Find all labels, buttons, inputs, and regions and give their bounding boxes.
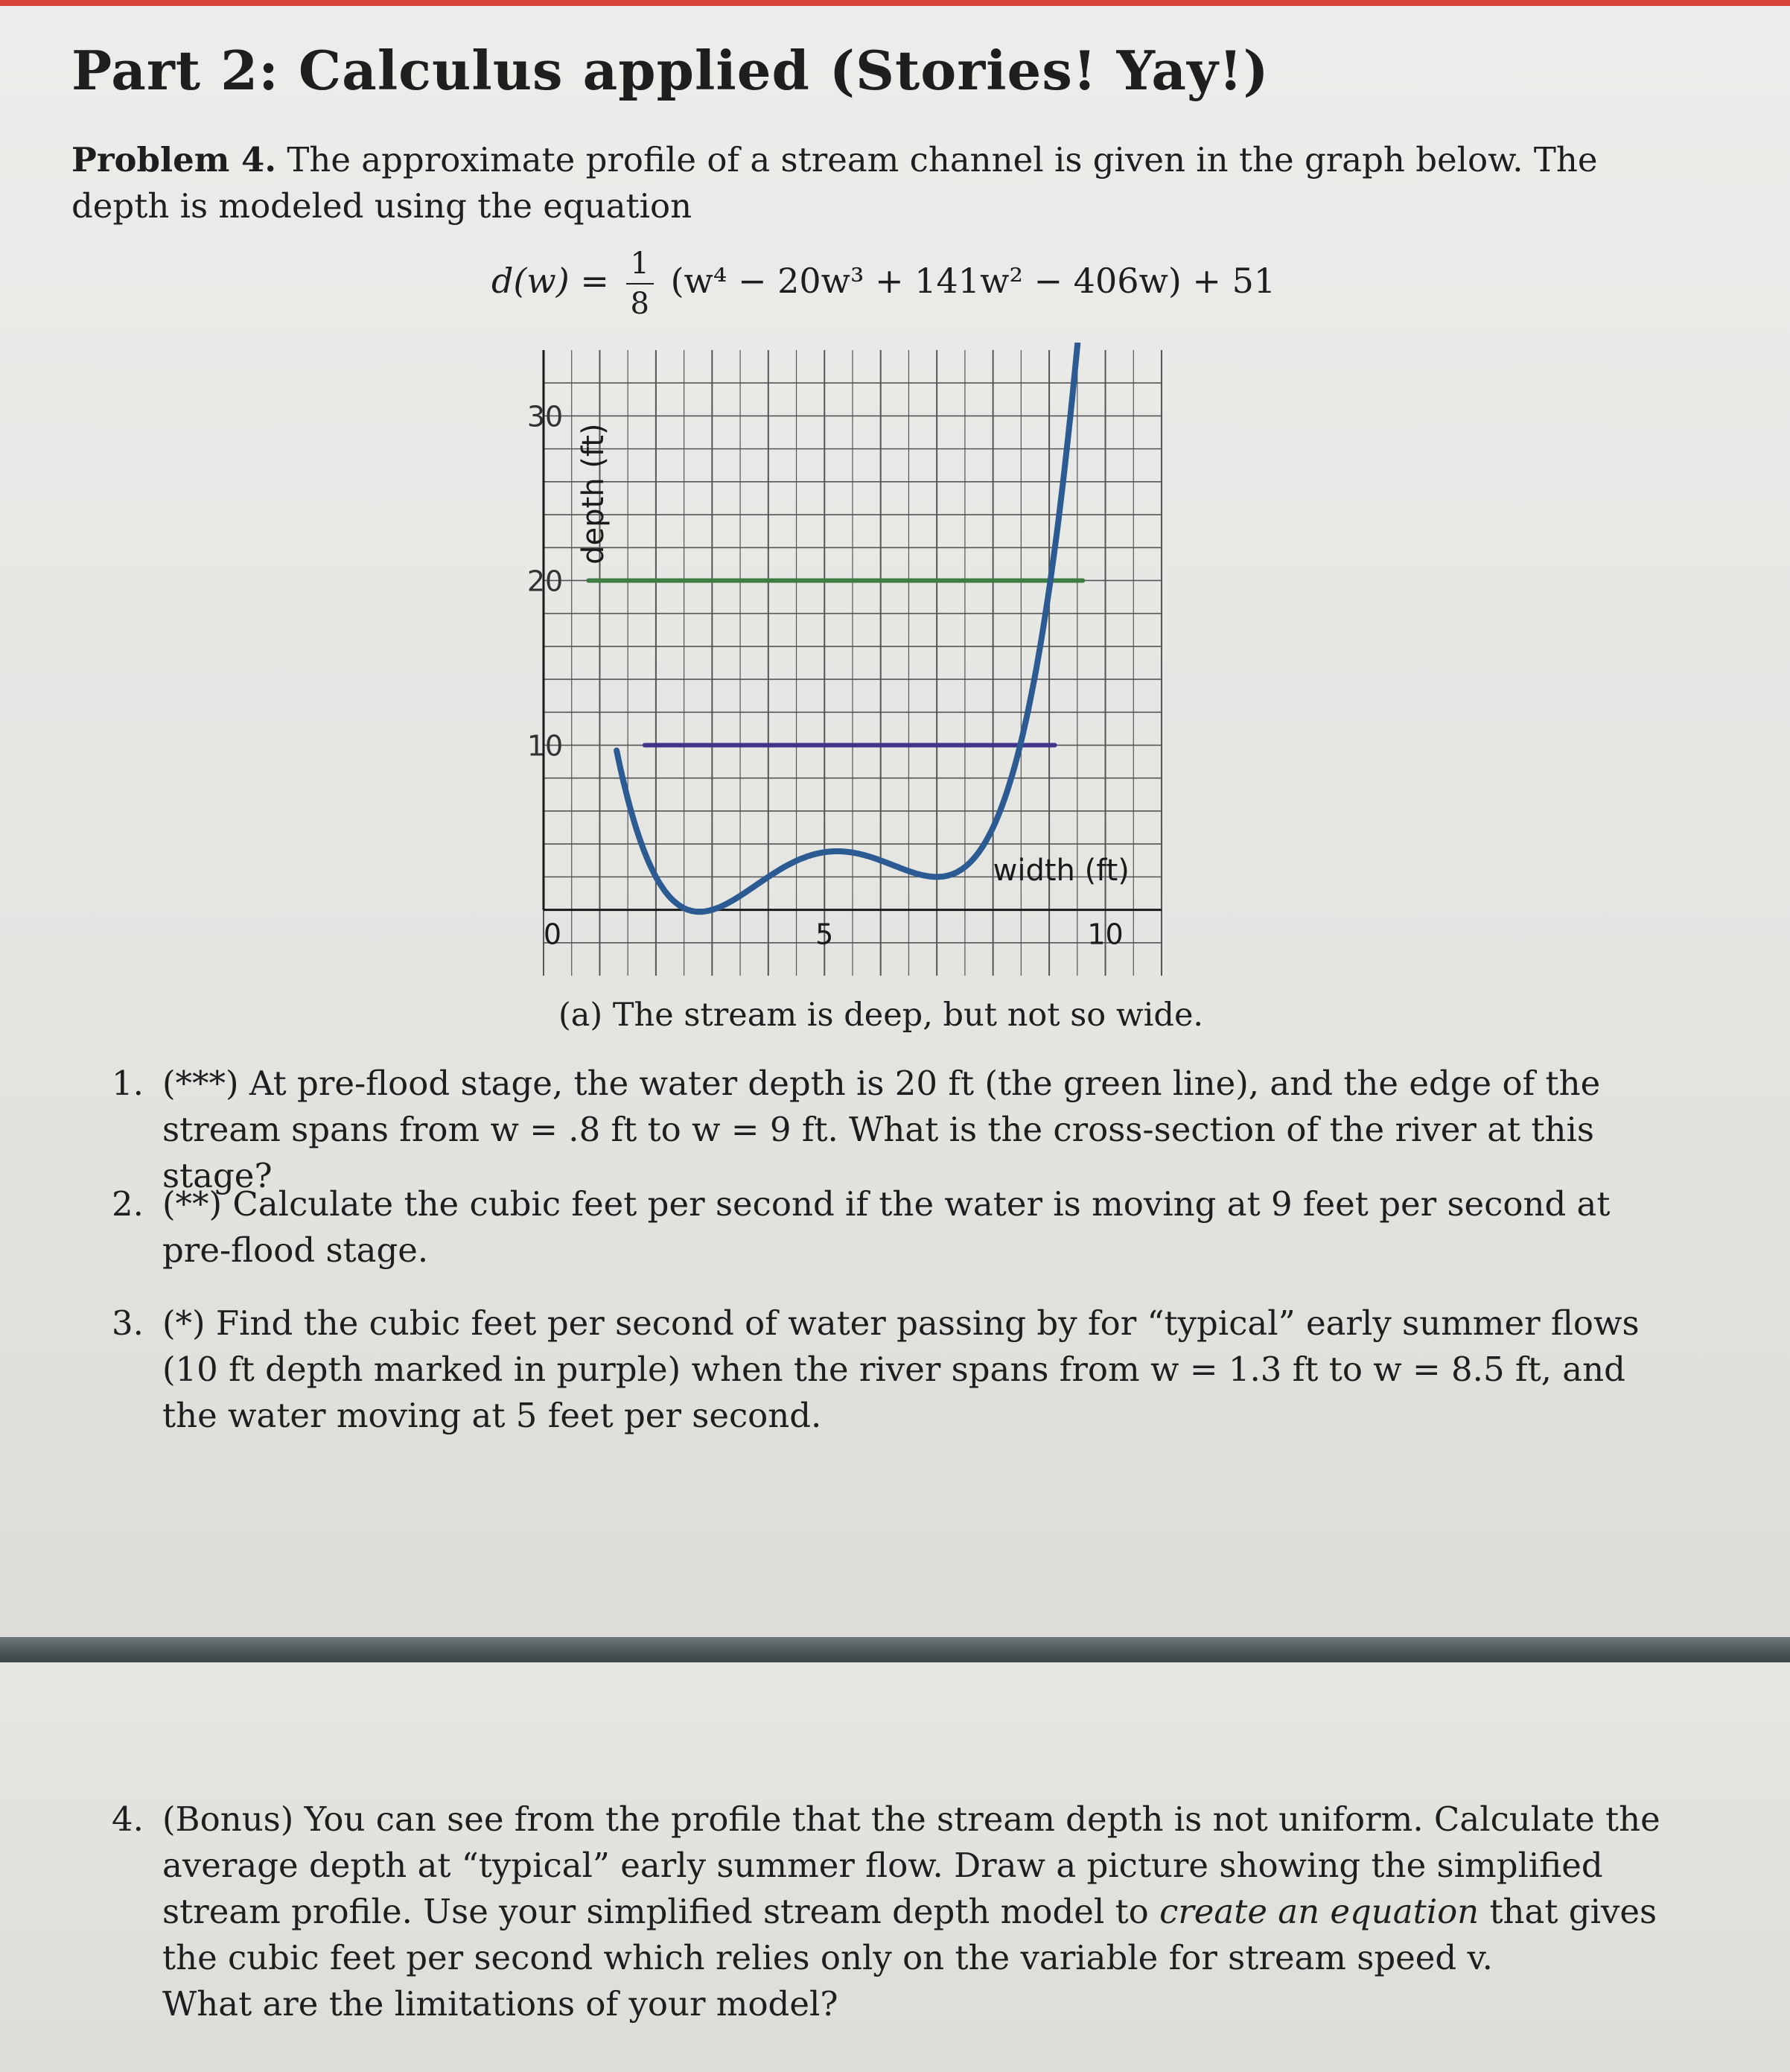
y-axis-label: depth (ft) bbox=[576, 423, 611, 565]
y-tick-label: 30 bbox=[526, 400, 564, 433]
equation-rhs: (w⁴ − 20w³ + 141w² − 406w) + 51 bbox=[670, 261, 1276, 301]
question-2 bbox=[112, 1181, 1660, 1274]
stream-profile-chart bbox=[521, 343, 1176, 983]
emphasis-text: create an equation bbox=[1159, 1892, 1480, 1931]
problem-label: Problem 4. bbox=[71, 140, 277, 179]
x-tick-label: 0 bbox=[543, 918, 562, 951]
problem-statement bbox=[71, 137, 1650, 229]
figure-caption: (a) The stream is deep, but not so wide. bbox=[558, 997, 1204, 1034]
question-text: (*) Find the cubic feet per second of water passing by for “typical” early summer flows (10 ft depth marked in purple) when the river spans from w = 1.3 ft to w = 8.5 ft, and the water moving at 5 feet per second. bbox=[162, 1303, 1640, 1435]
depth-curve bbox=[617, 343, 1094, 912]
equation-lhs: d(w) = bbox=[491, 261, 609, 301]
question-number: 2. bbox=[112, 1184, 144, 1224]
depth-equation bbox=[491, 244, 1275, 323]
problem-intro: The approximate profile of a stream channel is given in the graph below. The depth is modeled using the equation bbox=[71, 140, 1598, 226]
fraction-numerator: 1 bbox=[626, 244, 654, 285]
question-number: 3. bbox=[112, 1303, 144, 1343]
y-tick-label: 20 bbox=[526, 565, 564, 598]
question-1 bbox=[112, 1061, 1660, 1199]
question-4 bbox=[112, 1796, 1660, 2027]
page-divider bbox=[0, 1637, 1790, 1662]
question-number: 1. bbox=[112, 1064, 144, 1103]
question-text: (**) Calculate the cubic feet per second if the water is moving at 9 feet per second at pre-flood stage. bbox=[162, 1184, 1611, 1270]
top-edge bbox=[0, 0, 1790, 6]
equation-fraction bbox=[626, 244, 654, 323]
x-axis-label: width (ft) bbox=[993, 853, 1130, 888]
y-tick-label: 10 bbox=[526, 729, 564, 763]
x-tick-label: 5 bbox=[815, 918, 834, 951]
question-number: 4. bbox=[112, 1799, 144, 1839]
x-tick-label: 10 bbox=[1087, 918, 1124, 951]
page-title: Part 2: Calculus applied (Stories! Yay!) bbox=[71, 39, 1270, 102]
question-text: (Bonus) You can see from the profile that the stream depth is not uniform. Calculate the average depth at “typical” early summer flow. Draw a picture showing the simplified stream profile. Use your simplified stream depth model to create an equation that gives the cubic feet per second which relies only on the variable for stream speed v. bbox=[162, 1799, 1660, 1977]
question-text-followup: What are the limitations of your model? bbox=[162, 1984, 838, 2024]
fraction-denominator: 8 bbox=[630, 287, 649, 321]
question-text: (***) At pre-flood stage, the water depth is 20 ft (the green line), and the edge of the stream spans from w = .8 ft to w = 9 ft. What is the cross-section of the river at this stage? bbox=[162, 1064, 1601, 1195]
question-3 bbox=[112, 1300, 1660, 1439]
